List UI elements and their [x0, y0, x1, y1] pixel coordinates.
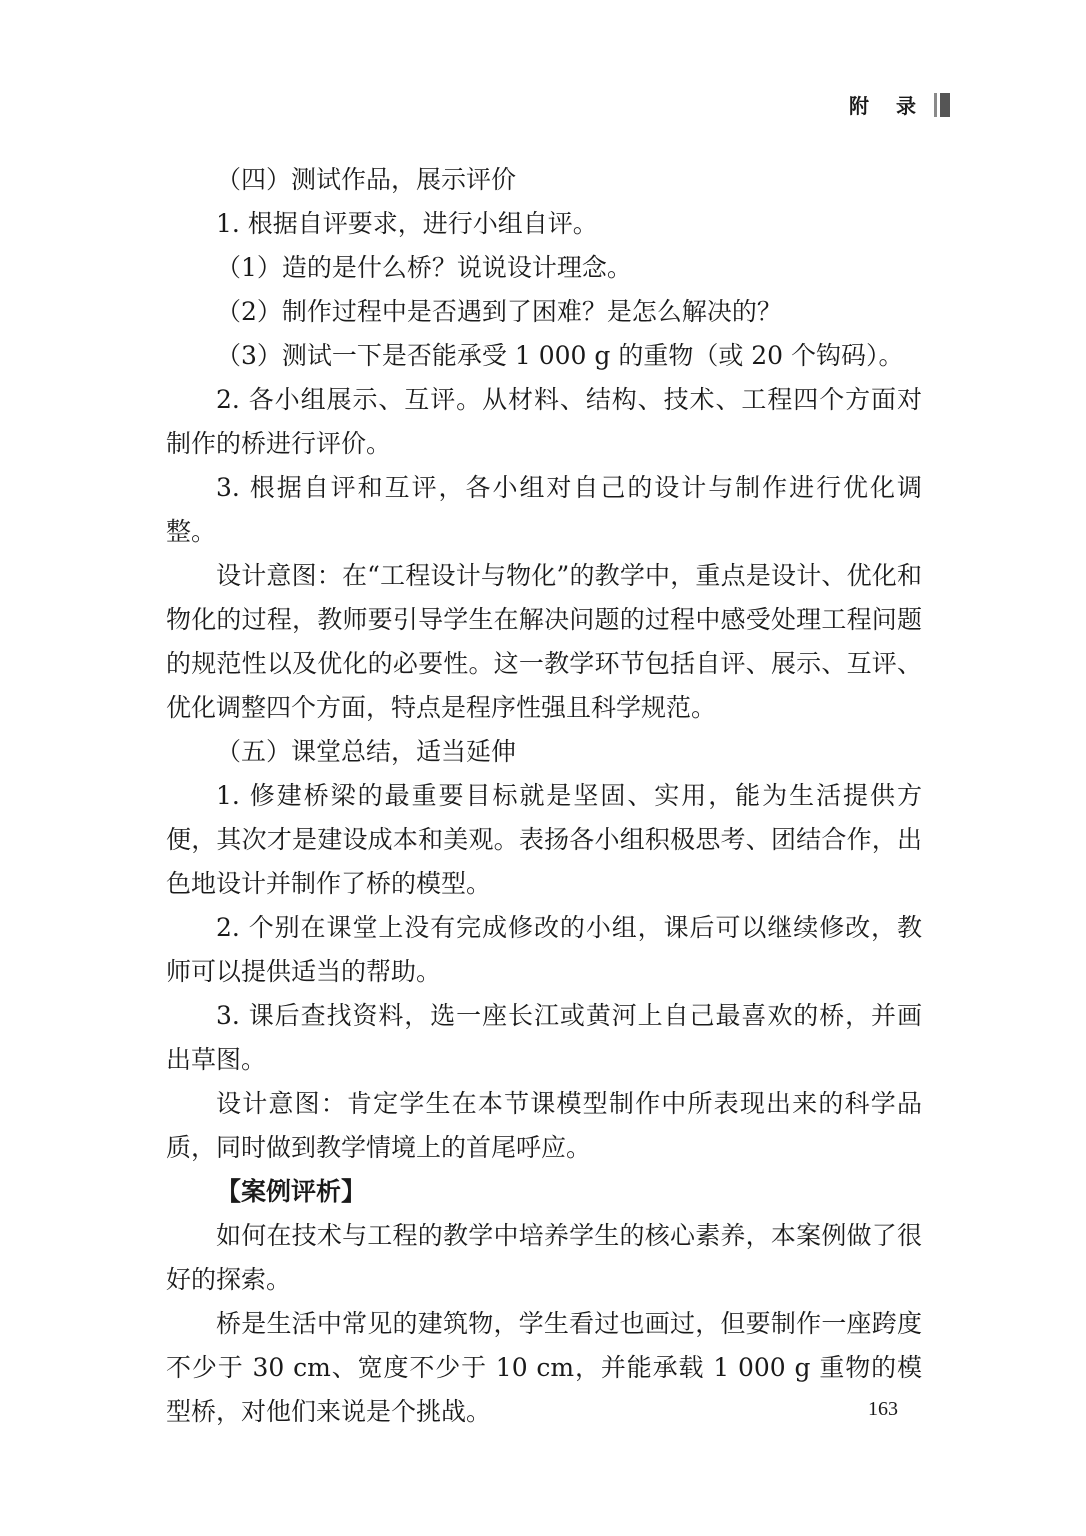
section-heading-four: （四）测试作品，展示评价: [216, 165, 517, 194]
paragraph-question-1: （1）造的是什么桥？说说设计理念。: [216, 253, 632, 282]
paragraph-case-analysis-1: 如何在技术与工程的教学中培养学生的核心素养，本案例做了很好的探索。: [166, 1221, 922, 1294]
paragraph-optimization: 3. 根据自评和互评，各小组对自己的设计与制作进行优化调整。: [166, 473, 922, 546]
paragraph-question-3: （3）测试一下是否能承受 1 000 g 的重物（或 20 个钩码）。: [216, 341, 904, 370]
paragraph-summary-2: 2. 个别在课堂上没有完成修改的小组，课后可以继续修改，教师可以提供适当的帮助。: [166, 913, 922, 986]
paragraph-design-intent-1: 设计意图：在“工程设计与物化”的教学中，重点是设计、优化和物化的过程，教师要引导学生在解决问题的过程中感受处理工程问题的规范性以及优化的必要性。这一教学环节包括自评、展示、互评、优化调整四个方面，特点是程序性强且科学规范。: [166, 561, 922, 722]
running-head: [849, 90, 950, 119]
paragraph-case-analysis-2: 桥是生活中常见的建筑物，学生看过也画过，但要制作一座跨度不少于 30 cm、宽度不少于 10 cm，并能承载 1 000 g 重物的模型桥，对他们来说是个挑战。: [166, 1309, 922, 1426]
paragraph-peer-evaluation: 2. 各小组展示、互评。从材料、结构、技术、工程四个方面对制作的桥进行评价。: [166, 385, 922, 458]
page-body: [166, 158, 922, 1434]
paragraph-question-2: （2）制作过程中是否遇到了困难？是怎么解决的？: [216, 297, 782, 326]
header-bar-icon: [934, 93, 950, 117]
page-number: 163: [868, 1398, 898, 1420]
header-bar-thin: [934, 93, 937, 117]
paragraph-summary-1: 1. 修建桥梁的最重要目标就是坚固、实用，能为生活提供方便，其次才是建设成本和美观。表扬各小组积极思考、团结合作，出色地设计并制作了桥的模型。: [166, 781, 922, 898]
paragraph-summary-3: 3. 课后查找资料，选一座长江或黄河上自己最喜欢的桥，并画出草图。: [166, 1001, 922, 1074]
section-heading-five: （五）课堂总结，适当延伸: [216, 737, 517, 766]
paragraph-design-intent-2: 设计意图：肯定学生在本节课模型制作中所表现出来的科学品质，同时做到教学情境上的首尾呼应。: [166, 1089, 922, 1162]
case-analysis-heading: 【案例评析】: [216, 1177, 367, 1206]
paragraph-self-evaluation: 1. 根据自评要求，进行小组自评。: [216, 209, 598, 238]
running-title: 附 录: [849, 94, 926, 118]
header-bar-thick: [940, 93, 950, 117]
